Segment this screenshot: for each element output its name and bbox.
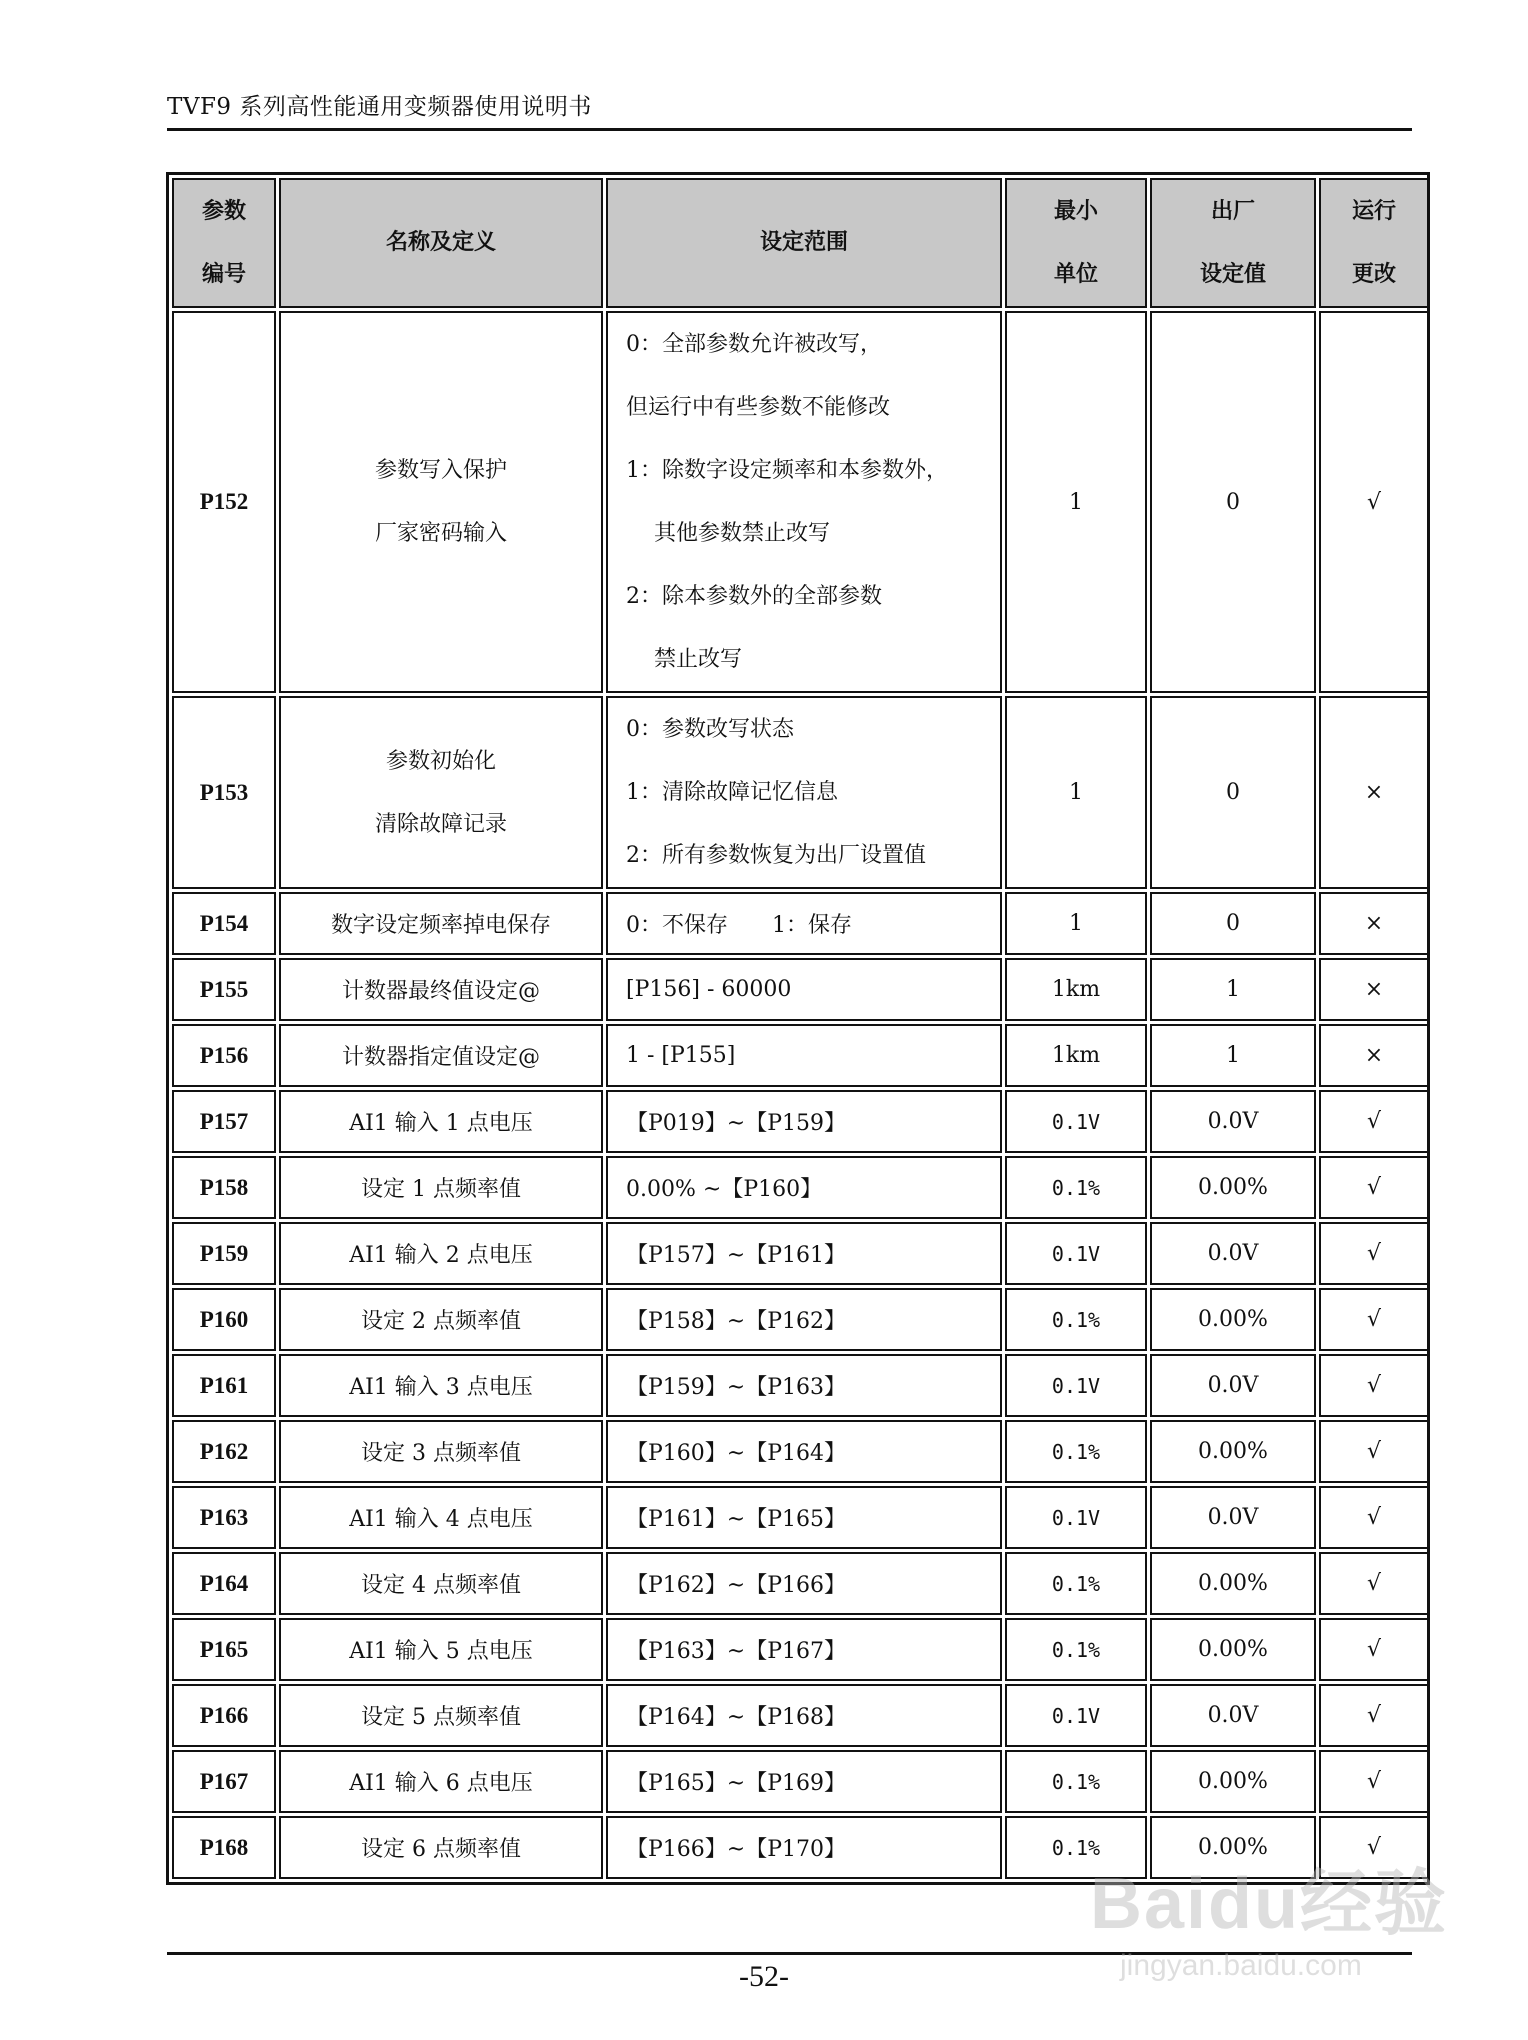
param-range: 0：全部参数允许被改写， 但运行中有些参数不能修改 1：除数字设定频率和本参数外， 其他参数禁止改写 2：除本参数外的全部参数 禁止改写 — [606, 311, 1002, 693]
param-unit: 0.1V — [1005, 1354, 1147, 1417]
param-unit: 0.1% — [1005, 1156, 1147, 1219]
param-name: 计数器指定值设定@ — [279, 1024, 603, 1087]
param-range: 0.00% ~【P160】 — [606, 1156, 1002, 1219]
param-default: 0.00% — [1150, 1288, 1316, 1351]
param-range: 【P162】~【P166】 — [606, 1552, 1002, 1615]
param-default: 0.0V — [1150, 1486, 1316, 1549]
header-divider — [167, 128, 1412, 131]
param-range: 【P166】~【P170】 — [606, 1816, 1002, 1879]
param-default: 0.0V — [1150, 1222, 1316, 1285]
param-name: 设定 2 点频率值 — [279, 1288, 603, 1351]
param-name: 设定 5 点频率值 — [279, 1684, 603, 1747]
param-code: P154 — [172, 892, 276, 955]
watermark-brand: Baidu经验 — [1090, 1864, 1449, 1944]
table-row — [172, 1420, 1429, 1483]
param-unit: 1 — [1005, 311, 1147, 693]
param-code: P166 — [172, 1684, 276, 1747]
param-unit: 1km — [1005, 1024, 1147, 1087]
param-default: 0 — [1150, 892, 1316, 955]
param-range: 0：不保存 1：保存 — [606, 892, 1002, 955]
table-row — [172, 1090, 1429, 1153]
param-code: P162 — [172, 1420, 276, 1483]
param-default: 0.00% — [1150, 1156, 1316, 1219]
param-code: P160 — [172, 1288, 276, 1351]
param-range: 【P157】~【P161】 — [606, 1222, 1002, 1285]
table-row — [172, 1156, 1429, 1219]
param-code: P153 — [172, 696, 276, 889]
param-code: P155 — [172, 958, 276, 1021]
param-unit: 0.1% — [1005, 1420, 1147, 1483]
table-row — [172, 1354, 1429, 1417]
param-code: P168 — [172, 1816, 276, 1879]
param-unit: 0.1V — [1005, 1684, 1147, 1747]
page-number: -52- — [739, 1960, 789, 1993]
param-code: P161 — [172, 1354, 276, 1417]
param-default: 0 — [1150, 311, 1316, 693]
header-param-code: 参数 编号 — [172, 178, 276, 308]
param-range: 【P163】~【P167】 — [606, 1618, 1002, 1681]
table-header-row — [172, 178, 1429, 308]
header-min-unit: 最小 单位 — [1005, 178, 1147, 308]
param-range: 1 - [P155] — [606, 1024, 1002, 1087]
header-default: 出厂 设定值 — [1150, 178, 1316, 308]
table-row — [172, 1750, 1429, 1813]
param-name: 数字设定频率掉电保存 — [279, 892, 603, 955]
param-unit: 0.1% — [1005, 1816, 1147, 1879]
param-code: P164 — [172, 1552, 276, 1615]
param-run-change: √ — [1319, 1222, 1429, 1285]
param-run-change: √ — [1319, 1288, 1429, 1351]
param-default: 0 — [1150, 696, 1316, 889]
table-row — [172, 892, 1429, 955]
param-default: 0.00% — [1150, 1420, 1316, 1483]
param-code: P158 — [172, 1156, 276, 1219]
param-run-change: √ — [1319, 311, 1429, 693]
table-row — [172, 311, 1429, 693]
baidu-watermark — [1090, 1845, 1470, 2005]
table-row — [172, 696, 1429, 889]
param-run-change: √ — [1319, 1552, 1429, 1615]
table-row — [172, 1552, 1429, 1615]
param-name: AI1 输入 6 点电压 — [279, 1750, 603, 1813]
param-name: 计数器最终值设定@ — [279, 958, 603, 1021]
param-name: AI1 输入 5 点电压 — [279, 1618, 603, 1681]
param-name: 参数写入保护 厂家密码输入 — [279, 311, 603, 693]
param-code: P152 — [172, 311, 276, 693]
param-unit: 0.1% — [1005, 1552, 1147, 1615]
param-name: 参数初始化 清除故障记录 — [279, 696, 603, 889]
param-unit: 1km — [1005, 958, 1147, 1021]
param-range: [P156] - 60000 — [606, 958, 1002, 1021]
param-code: P167 — [172, 1750, 276, 1813]
param-name: 设定 4 点频率值 — [279, 1552, 603, 1615]
param-run-change: × — [1319, 892, 1429, 955]
table-row — [172, 1222, 1429, 1285]
param-run-change: √ — [1319, 1354, 1429, 1417]
param-name: AI1 输入 1 点电压 — [279, 1090, 603, 1153]
param-default: 1 — [1150, 1024, 1316, 1087]
param-default: 0.00% — [1150, 1750, 1316, 1813]
param-run-change: √ — [1319, 1618, 1429, 1681]
param-default: 0.00% — [1150, 1816, 1316, 1879]
param-default: 0.0V — [1150, 1354, 1316, 1417]
parameter-table — [166, 172, 1430, 1885]
table-row — [172, 1288, 1429, 1351]
param-default: 0.0V — [1150, 1090, 1316, 1153]
param-run-change: √ — [1319, 1816, 1429, 1879]
param-default: 0.00% — [1150, 1552, 1316, 1615]
param-unit: 0.1% — [1005, 1618, 1147, 1681]
param-range: 【P164】~【P168】 — [606, 1684, 1002, 1747]
param-default: 1 — [1150, 958, 1316, 1021]
param-run-change: √ — [1319, 1420, 1429, 1483]
param-name: AI1 输入 4 点电压 — [279, 1486, 603, 1549]
param-unit: 1 — [1005, 696, 1147, 889]
param-run-change: √ — [1319, 1486, 1429, 1549]
param-code: P163 — [172, 1486, 276, 1549]
header-range: 设定范围 — [606, 178, 1002, 308]
param-run-change: √ — [1319, 1684, 1429, 1747]
param-code: P165 — [172, 1618, 276, 1681]
table-row — [172, 1684, 1429, 1747]
param-code: P159 — [172, 1222, 276, 1285]
param-name: AI1 输入 3 点电压 — [279, 1354, 603, 1417]
param-range: 【P165】~【P169】 — [606, 1750, 1002, 1813]
param-unit: 0.1V — [1005, 1222, 1147, 1285]
table-row — [172, 1618, 1429, 1681]
watermark-url: jingyan.baidu.com — [1120, 1949, 1362, 1982]
document-header-title: TVF9 系列高性能通用变频器使用说明书 — [167, 94, 592, 120]
param-code: P157 — [172, 1090, 276, 1153]
param-range: 0：参数改写状态 1：清除故障记忆信息 2：所有参数恢复为出厂设置值 — [606, 696, 1002, 889]
param-range: 【P019】~【P159】 — [606, 1090, 1002, 1153]
param-run-change: √ — [1319, 1750, 1429, 1813]
param-run-change: √ — [1319, 1090, 1429, 1153]
header-name: 名称及定义 — [279, 178, 603, 308]
param-run-change: × — [1319, 1024, 1429, 1087]
param-name: 设定 6 点频率值 — [279, 1816, 603, 1879]
param-name: 设定 1 点频率值 — [279, 1156, 603, 1219]
header-run-change: 运行 更改 — [1319, 178, 1429, 308]
table-row — [172, 1024, 1429, 1087]
param-code: P156 — [172, 1024, 276, 1087]
param-range: 【P161】~【P165】 — [606, 1486, 1002, 1549]
param-run-change: × — [1319, 958, 1429, 1021]
param-unit: 0.1V — [1005, 1090, 1147, 1153]
param-unit: 0.1% — [1005, 1288, 1147, 1351]
param-unit: 0.1% — [1005, 1750, 1147, 1813]
param-run-change: √ — [1319, 1156, 1429, 1219]
param-range: 【P160】~【P164】 — [606, 1420, 1002, 1483]
table-row — [172, 1486, 1429, 1549]
param-unit: 0.1V — [1005, 1486, 1147, 1549]
table-row — [172, 958, 1429, 1021]
param-range: 【P159】~【P163】 — [606, 1354, 1002, 1417]
param-name: 设定 3 点频率值 — [279, 1420, 603, 1483]
param-range: 【P158】~【P162】 — [606, 1288, 1002, 1351]
param-unit: 1 — [1005, 892, 1147, 955]
param-run-change: × — [1319, 696, 1429, 889]
param-default: 0.00% — [1150, 1618, 1316, 1681]
param-default: 0.0V — [1150, 1684, 1316, 1747]
param-name: AI1 输入 2 点电压 — [279, 1222, 603, 1285]
